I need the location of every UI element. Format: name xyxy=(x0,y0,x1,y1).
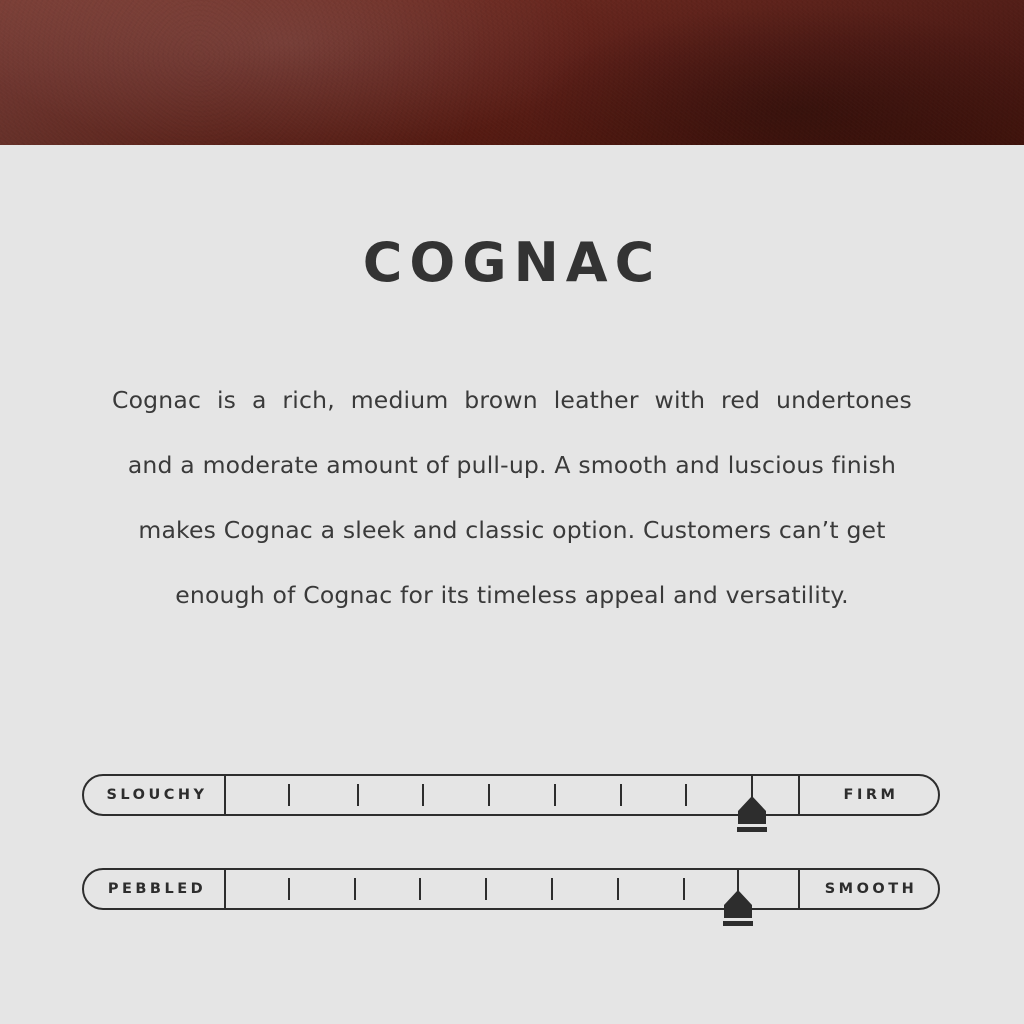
marker-base xyxy=(723,921,753,926)
scale-tick xyxy=(488,784,490,806)
scale-tick xyxy=(485,878,487,900)
scale-marker-texture[interactable] xyxy=(721,868,755,934)
scale-tick xyxy=(288,878,290,900)
scale-left-label: PEBBLED xyxy=(84,870,226,908)
marker-stem xyxy=(737,870,739,894)
scale-tick xyxy=(551,878,553,900)
cognac-leather-swatch xyxy=(0,0,1024,145)
marker-body xyxy=(738,811,766,824)
page-title: COGNAC xyxy=(362,231,662,294)
leather-sheen-overlay xyxy=(0,0,1024,145)
scale-track[interactable] xyxy=(82,774,940,816)
scale-tick xyxy=(683,878,685,900)
description-line: Cognac is a rich, medium brown leather with red undertones xyxy=(112,386,912,414)
scale-tick xyxy=(422,784,424,806)
description-line: and a moderate amount of pull-up. A smooth and luscious finish xyxy=(127,451,897,479)
scale-tick xyxy=(685,784,687,806)
scale-right-label: FIRM xyxy=(798,776,938,814)
scale-track[interactable] xyxy=(82,868,940,910)
description-text xyxy=(112,368,912,628)
scale-firmness xyxy=(82,774,940,816)
scale-tick xyxy=(354,878,356,900)
scale-tick xyxy=(419,878,421,900)
scale-tick xyxy=(288,784,290,806)
scale-tick xyxy=(554,784,556,806)
scale-middle-texture[interactable] xyxy=(226,870,798,908)
scale-texture xyxy=(82,868,940,910)
scale-left-label: SLOUCHY xyxy=(84,776,226,814)
marker-body xyxy=(724,905,752,918)
scale-tick xyxy=(357,784,359,806)
scale-tick xyxy=(620,784,622,806)
scale-marker-firmness[interactable] xyxy=(735,774,769,840)
scale-tick xyxy=(617,878,619,900)
attribute-scales xyxy=(82,774,940,962)
marker-stem xyxy=(751,776,753,800)
scale-right-label: SMOOTH xyxy=(798,870,938,908)
description-line: makes Cognac a sleek and classic option. Customers can’t get xyxy=(138,516,886,544)
marker-base xyxy=(737,827,767,832)
marker-arrow-icon xyxy=(738,796,766,811)
description-line: enough of Cognac for its timeless appeal and versatility. xyxy=(175,581,849,609)
marker-arrow-icon xyxy=(724,890,752,905)
scale-middle-firmness[interactable] xyxy=(226,776,798,814)
